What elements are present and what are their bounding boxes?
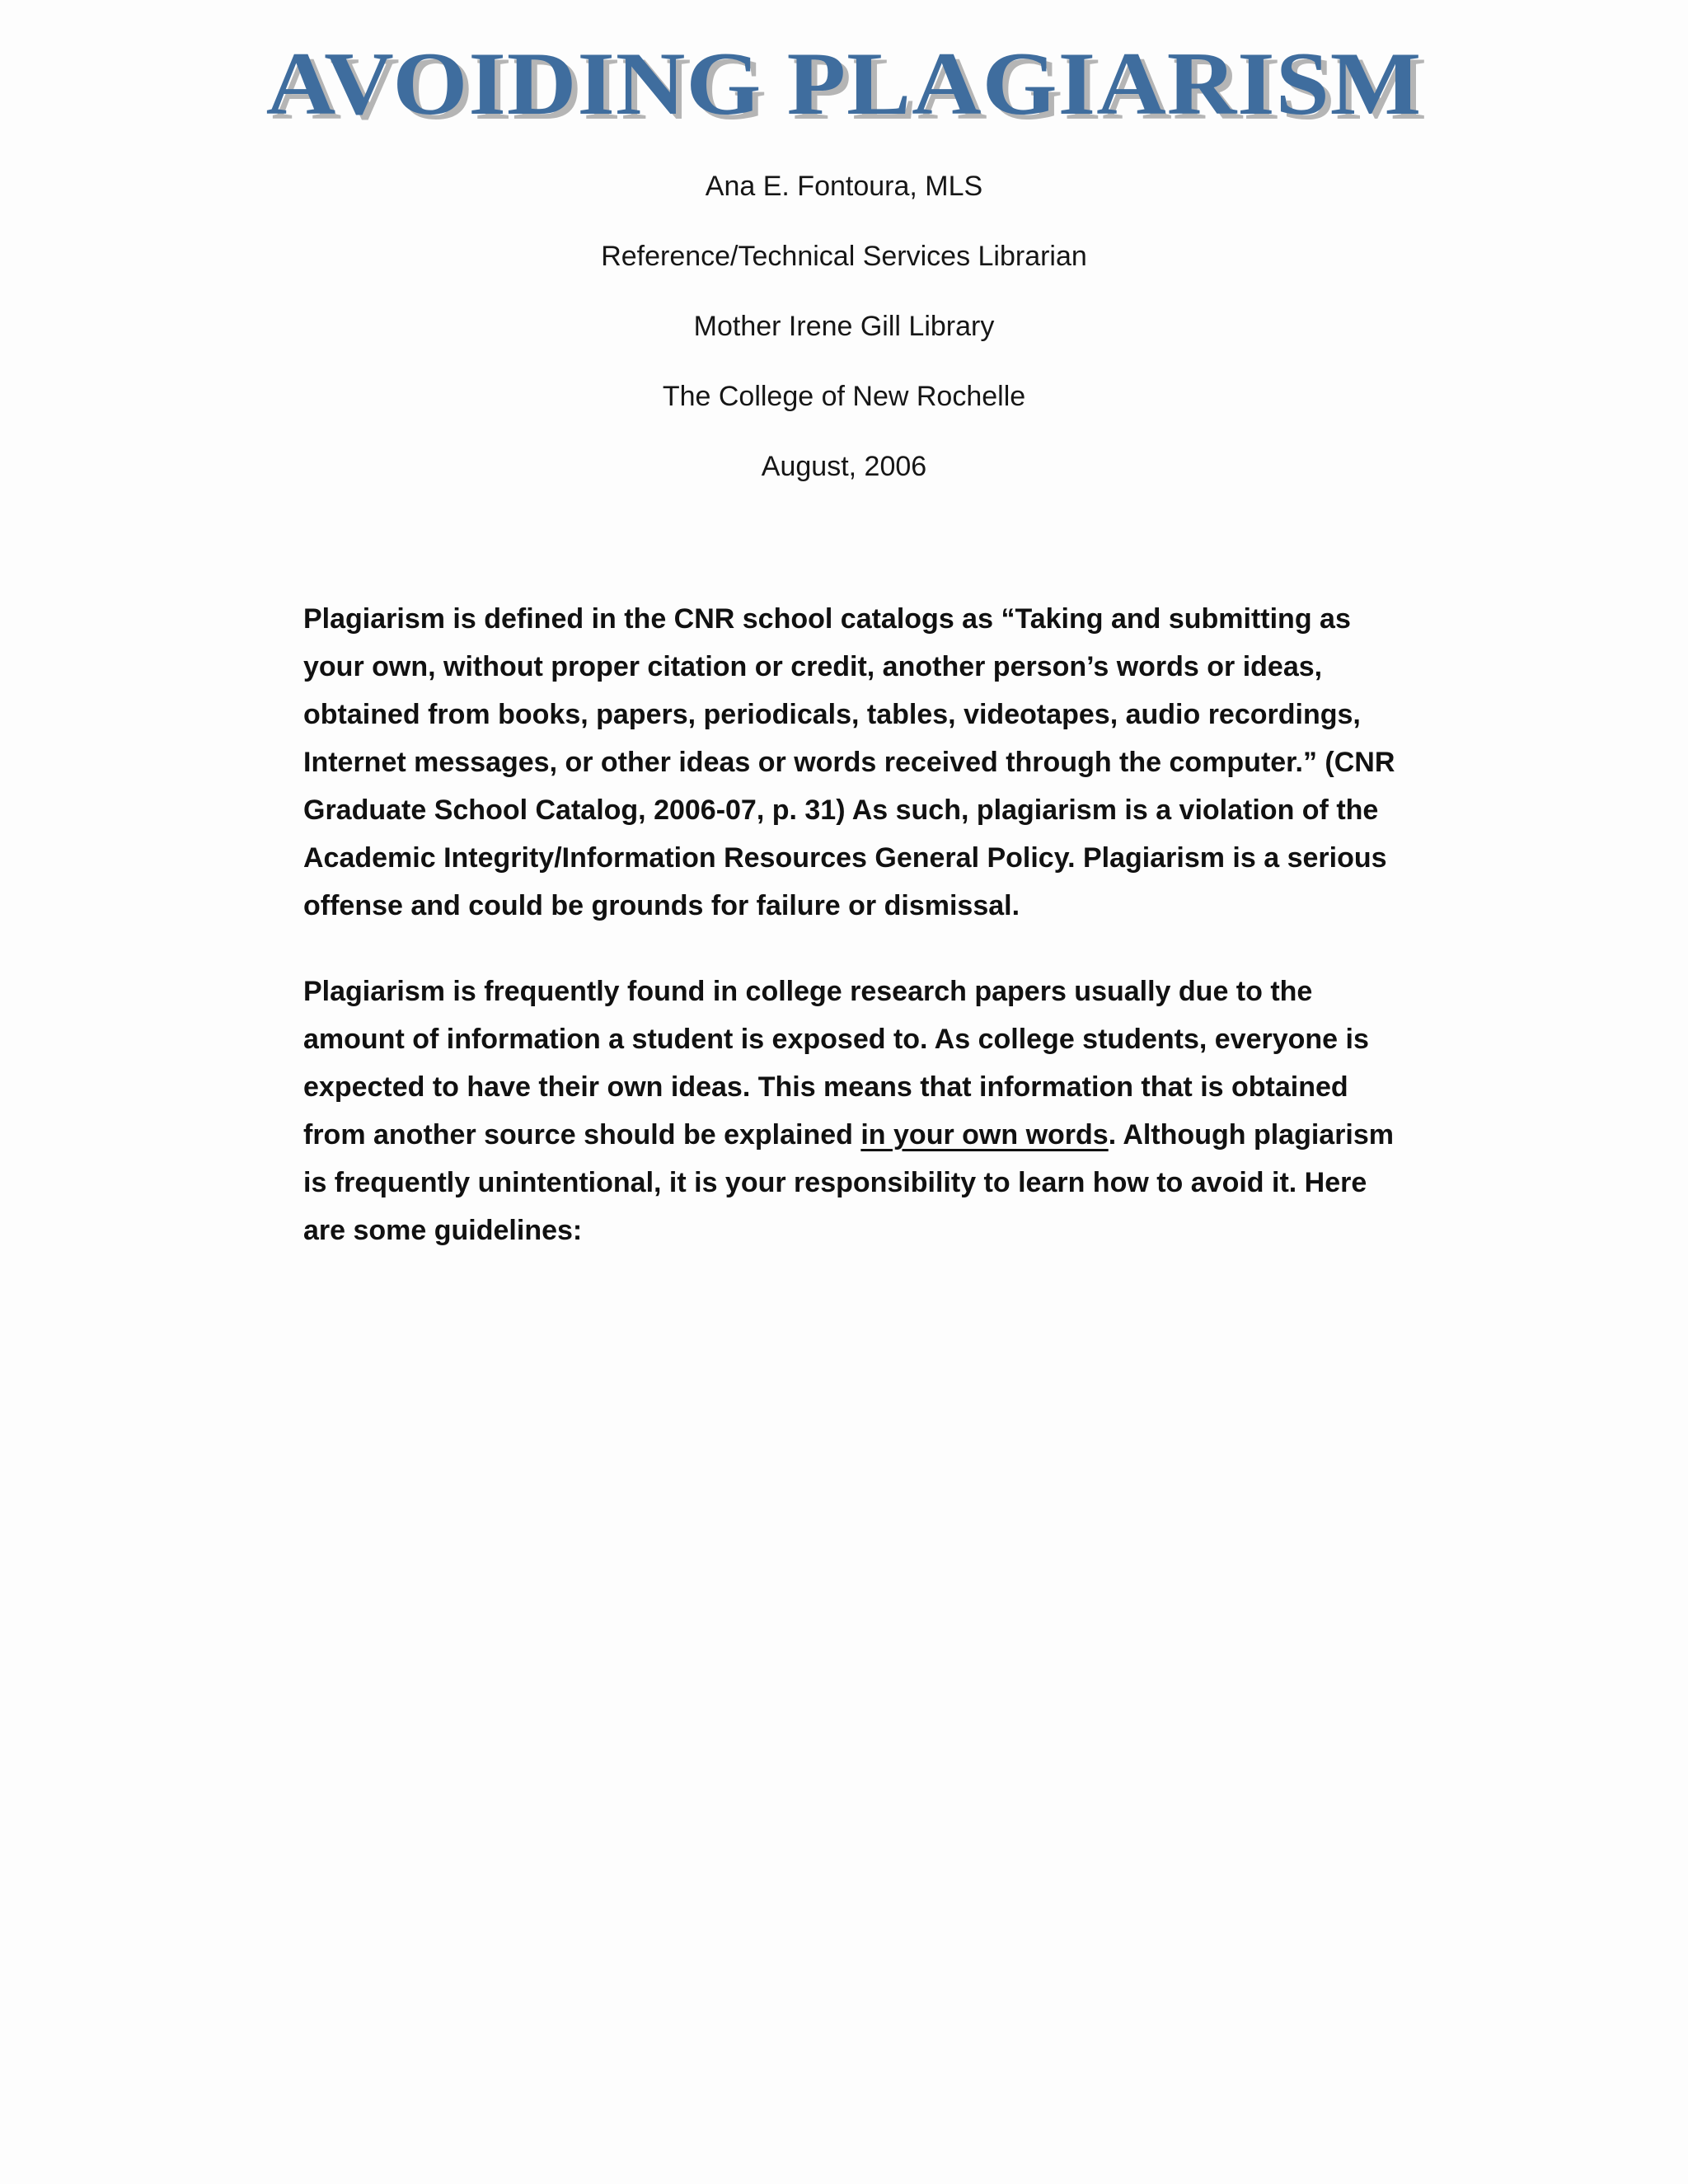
paragraph-line: your own, without proper citation or credit, another person’s words or ideas,	[303, 651, 1323, 682]
institution-name: The College of New Rochelle	[662, 381, 1026, 412]
text-after-emphasis: . Although plagiarism	[1108, 1119, 1395, 1151]
paragraph-line: Internet messages, or other ideas or words received through the computer.” (CNR	[303, 747, 1395, 778]
text-before-emphasis: from another source should be explained	[303, 1119, 861, 1151]
library-name: Mother Irene Gill Library	[693, 311, 995, 342]
paragraph-line: Academic Integrity/Information Resources General Policy. Plagiarism is a serious	[303, 842, 1387, 874]
emphasis-own-words: in your own words	[860, 1119, 1109, 1151]
author-name: Ana E. Fontoura, MLS	[705, 171, 983, 202]
author-position: Reference/Technical Services Librarian	[601, 241, 1087, 272]
paragraph-line: obtained from books, papers, periodicals, tables, videotapes, audio recordings,	[303, 699, 1361, 730]
paragraph-line: Plagiarism is frequently found in college research papers usually due to the	[303, 976, 1313, 1007]
paragraph-line: Plagiarism is defined in the CNR school catalogs as “Taking and submitting as	[303, 603, 1351, 635]
page-title: AVOIDING PLAGIARISM	[265, 35, 1423, 134]
paragraph-line: expected to have their own ideas. This means that information that is obtained	[303, 1071, 1348, 1103]
paragraph-definition	[303, 595, 1400, 930]
author-info	[0, 168, 1688, 518]
paragraph-line: is frequently unintentional, it is your responsibility to learn how to avoid it. Here	[303, 1167, 1367, 1198]
paragraph-line: amount of information a student is exposed to. As college students, everyone is	[303, 1024, 1369, 1055]
paragraph-line: Graduate School Catalog, 2006-07, p. 31) As such, plagiarism is a violation of the	[303, 794, 1379, 826]
paragraph-line: are some guidelines:	[303, 1215, 583, 1246]
document-date: August, 2006	[761, 451, 927, 482]
paragraph-line-emphasis	[303, 1111, 1400, 1159]
paragraph-line: offense and could be grounds for failure or dismissal.	[303, 890, 1020, 921]
paragraph-guidance	[303, 968, 1400, 1254]
